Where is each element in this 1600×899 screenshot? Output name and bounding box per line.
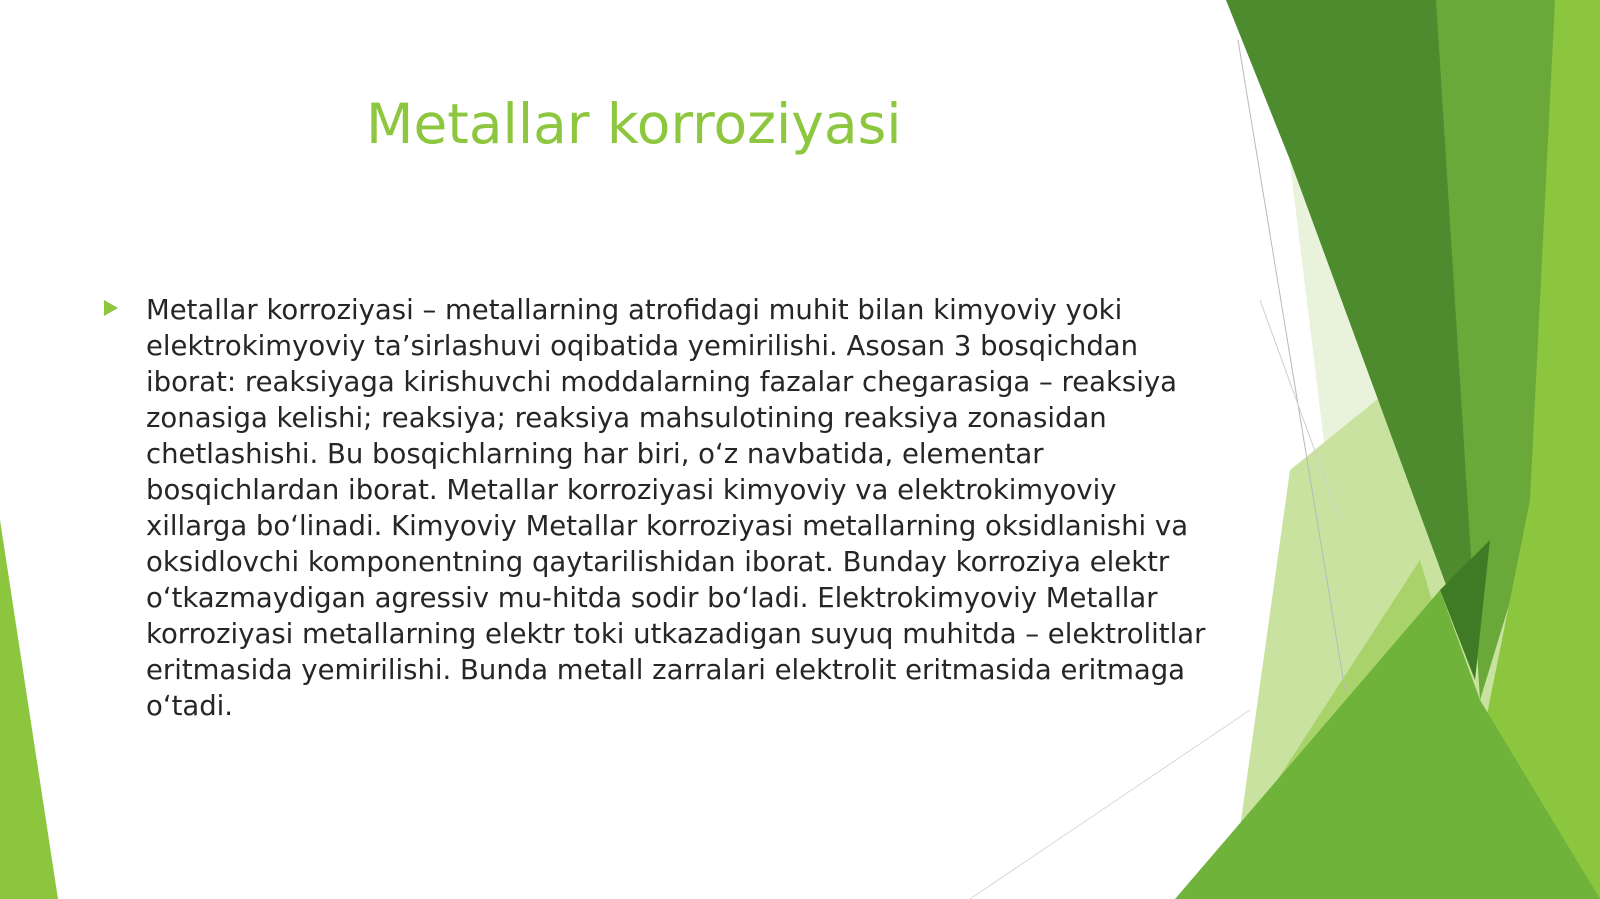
list-item xyxy=(100,292,1220,724)
bullet-text: Metallar korroziyasi – metallarning atrofidagi muhit bilan kimyoviy yoki elektrokimyoviy ta’sirlashuvi oqibatida yemirilishi. Asosan 3 bosqichdan iborat: reaksiyaga kirishuvchi moddalarning fazalar chegarasiga – reaksiya zonasiga kelishi; reaksiya; reaksiya mahsulotining reaksiya zonasidan chetlashishi. Bu bosqichlarning har biri, oʻz navbatida, elementar bosqichlardan iborat. Metallar korroziyasi kimyoviy va elektrokimyoviy xillarga boʻlinadi. Kimyoviy Metallar korroziyasi metallarning oksidlanishi va oksidlovchi komponentning qaytarilishidan iborat. Bunday korroziya elektr oʻtkazmaydigan agressiv mu-hitda sodir boʻladi. Elektrokimyoviy Metallar korroziyasi metallarning elektr toki utkazadigan suyuq muhitda – elektrolitlar eritmasida yemirilishi. Bunda metall zarralari elektrolit eritmasida eritmaga oʻtadi. xyxy=(146,294,1206,722)
triangle-bullet-icon xyxy=(100,297,122,319)
bullet-list xyxy=(100,292,1220,724)
slide-title: Metallar korroziyasi xyxy=(366,92,902,156)
left-edge-facet xyxy=(0,520,58,899)
